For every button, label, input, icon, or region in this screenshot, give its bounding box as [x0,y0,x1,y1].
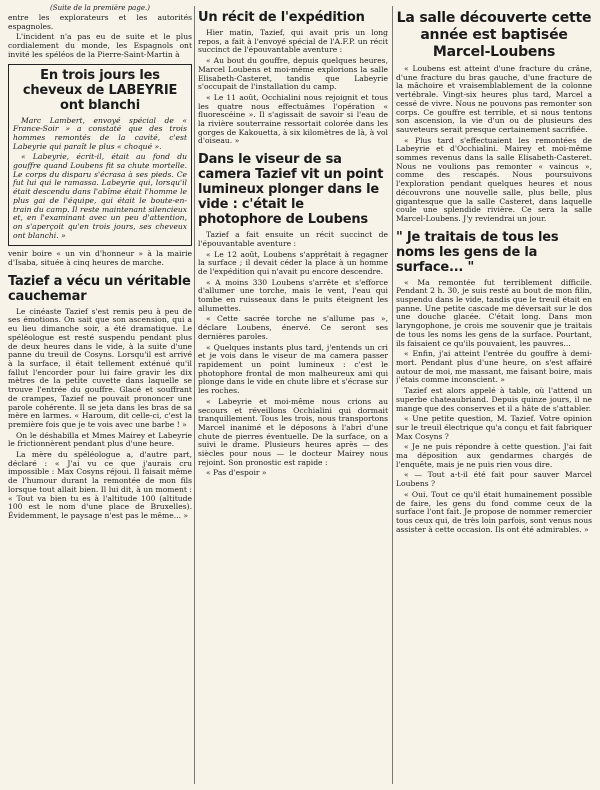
article-paragraph: « Oui. Tout ce qu'il était humainement possible de faire, les gens du fond comme ceux de la surface l'ont fait. Je propose de nommer remercier tous ceux qui, de très loin parfois, sont venus nous assister à cette occasion. Ils ont été admirables. » [396,489,592,534]
article-paragraph: « Une petite question, M. Tazief. Votre opinion sur le treuil électrique qu'a conçu et fait fabriquer Max Cosyns ? [396,414,592,441]
article-paragraph: Tazief est alors appelé à table, où l'attend un superbe chateaubriand. Depuis quinze jours, il ne mange que des conserves et il a hâte de s'attabler. [396,386,592,413]
column-right [396,4,592,536]
article-paragraph: Le cinéaste Tazief s'est remis peu à peu de ses émotions. On sait que son ascension, qui a eu lieu dimanche soir, a été dramatique. Le spéléologue est resté suspendu pendant plus de deux heures dans le vide, à la suite d'une panne du treuil de Cosyns. Lorsqu'il est arrivé à la surface, il était tellement exténué qu'il fallut l'encorder pour lui faire gravir les dix mètres de la petite cuvette dans laquelle se trouve l'entrée du gouffre. Glacé et souffrant de crampes, Tazief ne pouvait prononcer une parole cohérente. Il se jeta dans les bras de sa mère en larmes. « Haroum, dit celle-ci, c'est la première fois que je te vois avec une barbe ! » [8,306,192,429]
article-paragraph: « Je ne puis répondre à cette question. J'ai fait ma déposition aux gendarmes chargés de l'enquête, mais je ne puis rien vous dire. [396,442,592,469]
labeyrie-headline: En trois jours les cheveux de LABEYRIE ont blanchi [22,67,178,113]
labeyrie-box [8,64,192,247]
box-paragraph: Marc Lambert, envoyé spécial de « France-Soir » a constaté que des trois hommes remontés de la cavité, c'est Labeyrie qui paraît le plus « choqué ». [13,115,187,151]
article-paragraph: « A moins 330 Loubens s'arrête et s'efforce d'allumer une torche, mais le vent, l'eau qui tombe en ruisseaux dans le puits éteignent les allumettes. [198,277,388,313]
column-middle [198,4,388,480]
tazief-cauchemar-headline: Tazief a vécu un véritable cauchemar [8,273,191,304]
salle-loubens-headline: La salle découverte cette année est baptisée Marcel-Loubens [396,10,592,60]
column-rule [392,6,393,784]
article-paragraph: « Plus tard s'effectuaient les remontées de Labeyrie et d'Occhialini. Mairey et moi-même sommes revenus dans la salle Elisabeth-Casteret. Nous ne voulions pas remonter « vaincus », comme des rescapés. Nous poursuivons l'exploration pendant quelques heures et nous découvrons une nouvelle salle, plus belle, plus gigantesque que la salle Casteret, dans laquelle coule une splendide rivière. Ce sera la salle Marcel-Loubens. J'y reviendrai un jour. [396,135,592,223]
continued-note: (Suite de la première page.) [50,4,150,12]
article-paragraph: « — Tout a-t-il été fait pour sauver Marcel Loubens ? [396,470,592,489]
article-paragraph: « Au bout du gouffre, depuis quelques heures, Marcel Loubens et moi-même explorions la salle Elisabeth-Casteret, tandis que Labeyrie s'occupait de l'installation du camp. [198,56,388,92]
article-paragraph: Hier matin, Tazief, qui avait pris un long repos, a fait à l'envoyé spécial de l'A.F.P. un récit succinct de l'épouvantable aventure : [198,28,388,55]
article-paragraph: « Pas d'espoir » [206,468,267,478]
after-box-paragraph: venir boire « un vin d'honneur » à la mairie d'Isaba, située à cinq heures de marche. [8,249,192,268]
intro-paragraph: entre les explorateurs et les autorités espagnoles. [8,13,192,31]
intro-paragraph: L'incident n'a pas eu de suite et le plus cordialement du monde, les Espagnols ont invité les spéléos de la Pierre-Saint-Martin à [8,32,192,59]
viseur-headline: Dans le viseur de sa camera Tazief vit un point lumineux plonger dans le vide : c'était le photophore de Loubens [198,152,384,228]
article-paragraph: « Enfin, j'ai atteint l'entrée du gouffre à demi-mort. Pendant plus d'une heure, on s'est affairé autour de moi, me massant, me faisant boire, mais j'étais comme inconscient. » [396,349,592,385]
box-paragraph: « Labeyrie, écrit-il, était au fond du gouffre quand Loubens fit sa chute mortelle. Le corps du disparu s'écrasa à ses pieds. Ce fut lui qui le ramassa. Labeyrie qui, lorsqu'il était descendu dans l'abîme était l'homme le plus gai de l'équipe, qui était le boute-en-train du camp. Il reste maintenant silencieux et, en l'examinant avec un peu d'attention, on s'aperçoit qu'en trois jours, ses cheveux ont blanchi. » [13,152,187,240]
noms-surface-headline: " Je traitais de tous les noms les gens de la surface... " [396,229,559,275]
article-paragraph: On le déshabilla et Mmes Mairey et Labeyrie le frictionnèrent pendant plus d'une heure. [8,430,192,449]
recit-headline: Un récit de l'expédition [198,10,365,25]
article-paragraph: « Quelques instants plus tard, j'entends un cri et je vois dans le viseur de ma camera passer rapidement un point lumineux : c'est le photophore frontal de mon malheureux ami qui plonge dans le vide en chute libre et s'écrase sur les roches. [198,342,388,396]
article-paragraph: « Loubens est atteint d'une fracture du crâne, d'une fracture du bras gauche, d'une fracture de la mâchoire et vraisemblablement de la colonne vertébrale. Vingt-six heures plus tard, Marcel a cessé de vivre. Nous ne pouvons pas remonter son corps. Ce gouffre est terrible, et si nous tentons son ascension, la vie d'un ou de plusieurs des sauveteurs serait presque certainement sacrifiée. [396,64,592,134]
article-paragraph: « Le 11 août, Occhialini nous rejoignit et tous les quatre nous effectuâmes l'opération « fluorescéine ». Il s'agissait de savoir si l'eau de la rivière souterraine ressortait colorée dans les gorges de Kakouetta, à six kilomètres de là, à vol d'oiseau. » [198,92,388,146]
article-paragraph: « Cette sacrée torche ne s'allume pas », déclare Loubens, énervé. Ce seront ses dernières paroles. [198,314,388,341]
article-paragraph: Tazief a fait ensuite un récit succinct de l'épouvantable aventure : [198,230,388,248]
article-paragraph: « Labeyrie et moi-même nous crions au secours et réveillons Occhialini qui dormait tranquillement. Tous les trois, nous transportons Marcel inanimé et le déposons à l'abri d'une chute de pierres éventuelle. De la surface, on a suivi le drame. Plusieurs heures après — des siècles pour nous — le docteur Mairey nous rejoint. Son pronostic est rapide : [198,396,388,467]
column-rule [194,6,195,784]
column-left [8,4,192,523]
article-paragraph: La mère du spéléologue a, d'autre part, déclaré : « J'ai vu ce que j'aurais cru impossible : Max Cosyns réjoui. Il faisait même de l'humour durant la remontée de mon fils lorsque tout allait bien. Il lui dit, à un moment : « Tout va bien tu es à l'altitude 100 (altitude 100 est le nom d'une place de Bruxelles). Évidemment, le paysage n'est pas le même... » [8,450,192,520]
article-paragraph: « Le 12 août, Loubens s'apprêtait à regagner la surface ; il devait céder la place à un homme de l'expédition qui n'avait pu encore descendre. [198,249,388,276]
article-paragraph: « Ma remontée fut terriblement difficile. Pendant 2 h. 30, je suis resté au bout de mon filin, suspendu dans le vide, tandis que le treuil était en panne. Une petite cascade me déversait sur le dos une douche glacée. C'était long. Dans mon laryngophone, je crois me souvenir que je traitais de tous les noms les gens de la surface. Pourtant, ils faisaient ce qu'ils pouvaient, les pauvres... [396,277,592,348]
